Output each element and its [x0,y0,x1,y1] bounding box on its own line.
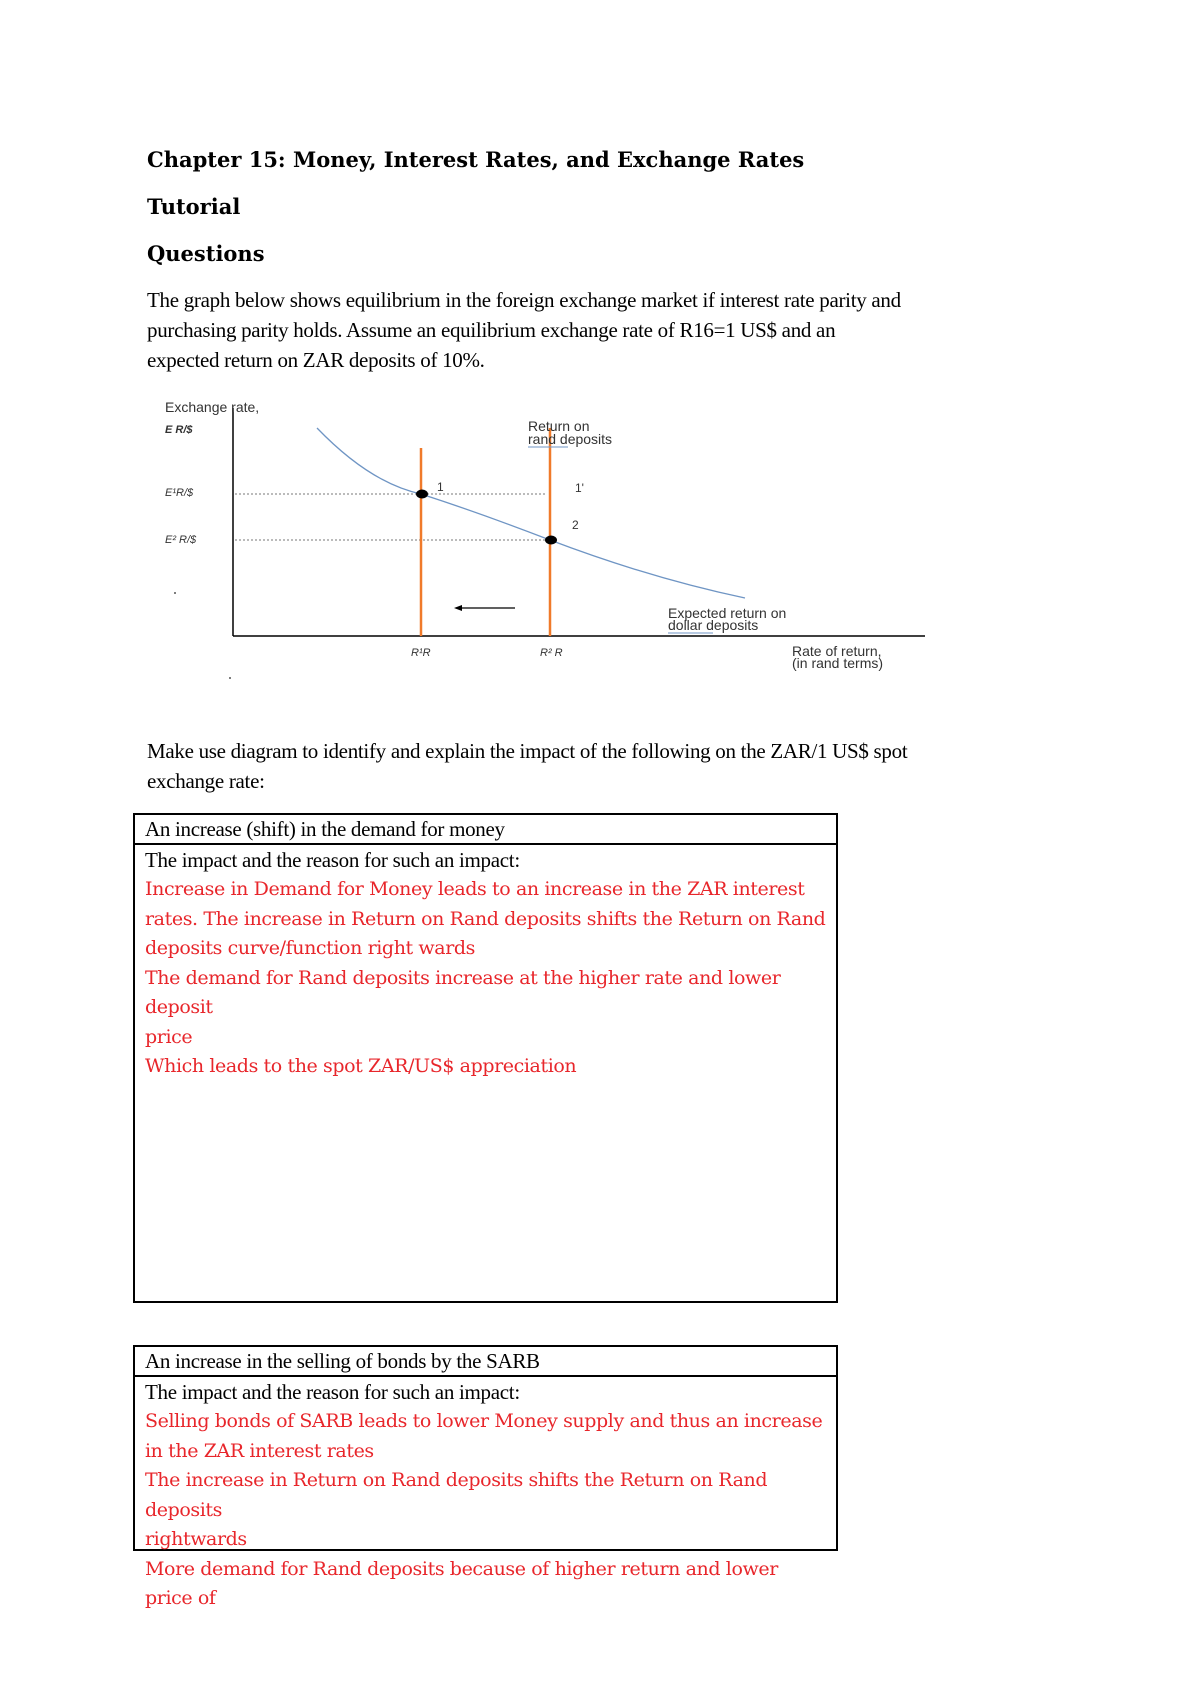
answer-line: The increase in Return on Rand deposits shifts the Return on Rand deposits [145,1469,768,1521]
answer-area[interactable] [135,1377,836,1614]
answer-line: price [145,1025,193,1048]
x-tick-r1: R¹R [411,647,431,659]
stray-dot [229,677,231,679]
instruction-paragraph [147,736,1087,796]
intro-line: purchasing parity holds. Assume an equilibrium exchange rate of R16=1 US$ and an [147,318,836,342]
answer-line: Increase in Demand for Money leads to an increase in the ZAR interest [145,878,805,900]
y-tick-e1: E¹R/$ [165,487,194,499]
expected-return-curve [317,428,745,598]
question-box-selling-bonds [133,1345,838,1609]
answer-line: Which leads to the spot ZAR/US$ appreciation [145,1055,577,1077]
stray-dot [174,592,176,594]
intro-paragraph [147,285,1087,375]
point-1-label: 1 [437,480,444,494]
chapter-title: Chapter 15: Money, Interest Rates, and Exchange Rates [147,147,805,172]
answer-line: rightwards [145,1528,247,1550]
equilibrium-point-2 [545,536,557,545]
question-title: An increase (shift) in the demand for money [135,815,836,845]
point-2-label: 2 [572,518,579,532]
intro-line: The graph below shows equilibrium in the foreign exchange market if interest rate parity and [147,288,901,312]
answer-line: rates. The increase in Return on Rand deposits shifts the Return on Rand [145,907,826,930]
question-title: An increase in the selling of bonds by the SARB [135,1347,836,1377]
intro-line: expected return on ZAR deposits of 10%. [147,348,485,372]
tutorial-heading: Tutorial [147,194,241,219]
fx-market-diagram [150,388,930,683]
instruction-line: Make use diagram to identify and explain the impact of the following on the ZAR/1 US$ spot [147,739,908,763]
expected-return-label: Expected return on [668,605,787,621]
return-on-rand-label: rand deposits [528,431,613,447]
x-axis-title: Rate of return, [792,643,882,659]
expected-return-label: dollar deposits [668,617,759,633]
answer-area[interactable] [135,845,836,1082]
instruction-line: exchange rate: [147,769,265,793]
answer-line: deposits curve/function right wards [145,937,475,959]
return-on-rand-label: Return on [528,418,590,434]
questions-heading: Questions [147,241,265,266]
shift-arrow-head [454,605,462,611]
answer-line: More demand for Rand deposits because of higher return and lower price of [145,1557,778,1609]
y-tick-e2: E² R/$ [165,534,197,546]
answer-line: Selling bonds of SARB leads to lower Money supply and thus an increase [145,1410,823,1432]
question-box-demand-for-money [133,813,838,1303]
question-prompt: The impact and the reason for such an impact: [145,848,520,872]
equilibrium-point-1 [416,490,428,499]
question-prompt: The impact and the reason for such an impact: [145,1380,520,1404]
answer-line: in the ZAR interest rates [145,1439,374,1462]
x-axis-title: (in rand terms) [792,655,884,671]
y-axis-symbol: E R/$ [165,424,193,436]
point-1-prime-label: 1' [575,481,584,495]
answer-line: The demand for Rand deposits increase at the higher rate and lower deposit [145,966,781,1018]
y-axis-title: Exchange rate, [165,399,260,415]
x-tick-r2: R² R [540,647,563,659]
